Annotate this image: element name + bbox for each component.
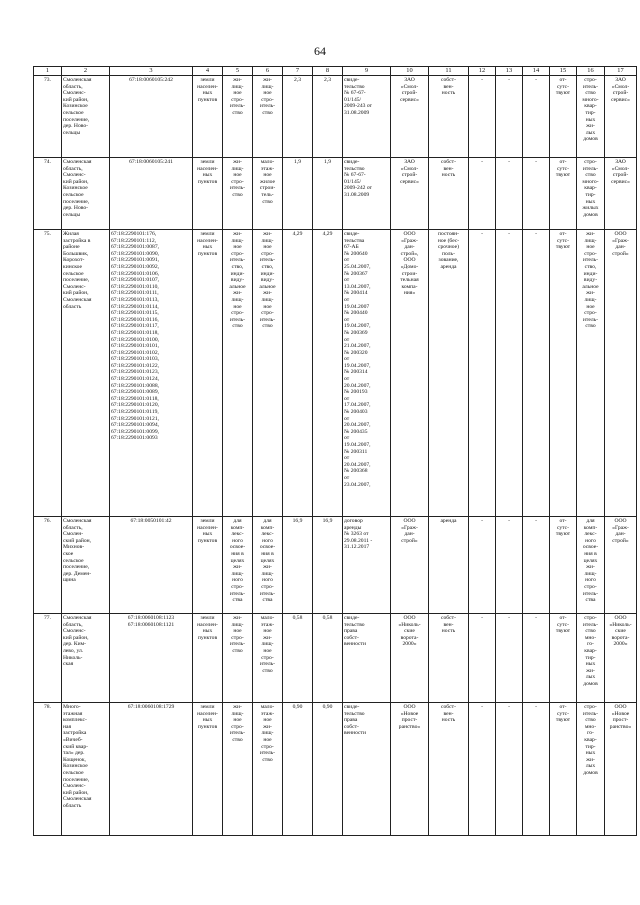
title-document-cell: договор аренды № 3263 от 29.08.2011 - 31.12.2017 xyxy=(343,517,391,614)
column-header: 6 xyxy=(253,67,283,76)
column-13-cell: - xyxy=(496,230,523,517)
right-holder-cell: ООО «Граж- дан- строй» xyxy=(391,517,429,614)
column-header: 10 xyxy=(391,67,429,76)
encumbrances-cell: от- сутс- твуют xyxy=(550,158,577,230)
area-cell-2: 0,58 xyxy=(313,614,343,703)
developer-cell: ЗАО «Смол- строй- сервис» xyxy=(605,158,637,230)
column-12-cell: - xyxy=(469,703,496,836)
right-holder-cell: ООО «Николь- ские ворота- 2000» xyxy=(391,614,429,703)
column-header: 4 xyxy=(193,67,223,76)
column-header: 7 xyxy=(283,67,313,76)
title-document-cell: свиде- тельство № 67-67- 01/145/ 2009-243 от 31.08.2009 xyxy=(343,76,391,158)
column-header: 9 xyxy=(343,67,391,76)
location-cell: Много- этажная комплекс- ная застройка «Вичеб- ский квар- тал» дер. Кощенок, Козинское сельское поселение, Смоленс- кий район, Смоленская область xyxy=(62,703,110,836)
land-category-cell: земли населен- ных пунктов xyxy=(193,703,223,836)
column-12-cell: - xyxy=(469,158,496,230)
column-13-cell: - xyxy=(496,158,523,230)
actual-use-cell: мало- этаж- ное жи- лищ- ное стро- итель- ство xyxy=(253,614,283,703)
title-document-cell: свиде- тельство № 67-67- 01/145/ 2009-242 от 31.08.2009 xyxy=(343,158,391,230)
developer-cell: ООО «Новое прост- ранство» xyxy=(605,703,637,836)
table-row xyxy=(34,517,637,614)
page-number: 64 xyxy=(314,44,326,58)
column-header: 8 xyxy=(313,67,343,76)
planned-use-cell: стро- итель- ство много- квар- тир- ных жи- лых домов xyxy=(577,76,605,158)
actual-use-cell: для комп- лекс- ного освое- ния в целях жи- лищ- ного стро- итель- ства xyxy=(253,517,283,614)
area-cell: 2,3 xyxy=(283,76,313,158)
planned-use-cell: стро- итель- ство много- квар- тир- ных жилых домов xyxy=(577,158,605,230)
column-12-cell: - xyxy=(469,517,496,614)
actual-use-cell: жи- лищ- ное стро- итель- ство xyxy=(253,76,283,158)
land-category-cell: земли населен- ных пунктов xyxy=(193,230,223,517)
column-13-cell: - xyxy=(496,517,523,614)
row-number: 77. xyxy=(34,614,62,703)
column-13-cell: - xyxy=(496,614,523,703)
title-document-cell: свиде- тельство права собст- венности xyxy=(343,703,391,836)
area-cell-2: 2,3 xyxy=(313,76,343,158)
developer-cell: ООО «Граж- дан- строй» xyxy=(605,517,637,614)
row-number: 78. xyxy=(34,703,62,836)
table-row xyxy=(34,703,637,836)
column-header: 2 xyxy=(62,67,110,76)
area-cell-2: 16,9 xyxy=(313,517,343,614)
table-row xyxy=(34,76,637,158)
column-14-cell: - xyxy=(523,158,550,230)
encumbrances-cell: от- сутс- твуют xyxy=(550,76,577,158)
table-row xyxy=(34,614,637,703)
permitted-use-cell: жи- лищ- ное стро- итель- ство xyxy=(223,158,253,230)
encumbrances-cell: от- сутс- твуют xyxy=(550,614,577,703)
land-plot-registry-table xyxy=(33,66,637,836)
permitted-use-cell: жи- лищ- ное стро- итель- ство, инди- виду- альное жи- лищ- ное стро- итель- ство xyxy=(223,230,253,517)
cadastral-number-cell: 67:18:0050101:42 xyxy=(110,517,193,614)
encumbrances-cell: от- сутс- твуют xyxy=(550,517,577,614)
column-13-cell: - xyxy=(496,703,523,836)
column-header: 13 xyxy=(496,67,523,76)
area-cell: 0,90 xyxy=(283,703,313,836)
area-cell-2: 1,9 xyxy=(313,158,343,230)
planned-use-cell: жи- лищ- ное стро- итель- ство, инди- виду- альное жи- лищ- ное стро- итель- ство xyxy=(577,230,605,517)
right-type-cell: аренда xyxy=(429,517,469,614)
developer-cell: ООО «Граж- дан- строй» xyxy=(605,230,637,517)
land-category-cell: земли населен- ных пунктов xyxy=(193,517,223,614)
land-category-cell: земли населен- ных пунктов xyxy=(193,158,223,230)
location-cell: Смоленская область, Смоленс- кий район, Козинское сельское поселение, дер. Ново- сельцы xyxy=(62,76,110,158)
title-document-cell: свиде- тельство права собст- венности xyxy=(343,614,391,703)
permitted-use-cell: жи- лищ- ное стро- итель- ство xyxy=(223,703,253,836)
title-document-cell: свиде- тельства 67-АБ № 200640 от 25.04.2007, № 200367 от 13.04.2007, № 200414 от 19.04.2007 № 200440 от 19.04.2007, № 200369 от 21.04.2007, № 200320 от 19.04.2007, № 200314 от 20.04.2007, № 200193 от 17.04.2007, № 200403 от 20.04.2007, № 200435 от 19.04.2007, № 200311 от 20.04.2007, № 200368 от 23.04.2007, xyxy=(343,230,391,517)
permitted-use-cell: жи- лищ- ное стро- итель- ство xyxy=(223,76,253,158)
row-number: 74. xyxy=(34,158,62,230)
cadastral-number-cell: 67:18:0060108:1123 67:18:0060108:1121 xyxy=(110,614,193,703)
column-12-cell: - xyxy=(469,614,496,703)
column-header: 17 xyxy=(605,67,637,76)
developer-cell: ЗАО «Смол- строй- сервис» xyxy=(605,76,637,158)
table-row xyxy=(34,230,637,517)
right-holder-cell: ООО «Новое прост- ранство» xyxy=(391,703,429,836)
column-14-cell: - xyxy=(523,703,550,836)
area-cell-2: 4,29 xyxy=(313,230,343,517)
column-header: 12 xyxy=(469,67,496,76)
column-14-cell: - xyxy=(523,76,550,158)
cadastral-number-cell: 67:18:0060105:241 xyxy=(110,158,193,230)
column-header: 11 xyxy=(429,67,469,76)
column-12-cell: - xyxy=(469,76,496,158)
column-header: 15 xyxy=(550,67,577,76)
area-cell: 1,9 xyxy=(283,158,313,230)
row-number: 75. xyxy=(34,230,62,517)
column-header: 5 xyxy=(223,67,253,76)
column-12-cell: - xyxy=(469,230,496,517)
actual-use-cell: жи- лищ- ное стро- итель- ство, инди- виду- альное жи- лищ- ное стро- итель- ство xyxy=(253,230,283,517)
column-14-cell: - xyxy=(523,614,550,703)
location-cell: Жилая застройка в районе Большвик, Корохот- кинское сельское поселение, Смоленс- кий район, Смоленская область xyxy=(62,230,110,517)
area-cell: 4,29 xyxy=(283,230,313,517)
planned-use-cell: стро- итель- ство мно- го- квар- тир- ных жи- лых домов xyxy=(577,703,605,836)
area-cell: 0,58 xyxy=(283,614,313,703)
row-number: 73. xyxy=(34,76,62,158)
right-type-cell: собст- вен- ность xyxy=(429,158,469,230)
column-header: 14 xyxy=(523,67,550,76)
area-cell-2: 0,90 xyxy=(313,703,343,836)
right-type-cell: постоян- ное (бес- срочное) поль- зование, аренда xyxy=(429,230,469,517)
land-category-cell: земли населен- ных пунктов xyxy=(193,614,223,703)
cadastral-number-cell: 67:18:0060108:1729 xyxy=(110,703,193,836)
encumbrances-cell: от- сутс- твуют xyxy=(550,230,577,517)
right-type-cell: собст- вен- ность xyxy=(429,76,469,158)
developer-cell: ООО «Николь- ские ворота- 2000» xyxy=(605,614,637,703)
column-header: 1 xyxy=(34,67,62,76)
column-14-cell: - xyxy=(523,517,550,614)
right-holder-cell: ЗАО «Смол- строй- сервис» xyxy=(391,76,429,158)
permitted-use-cell: для комп- лекс- ного освое- ния в целях жи- лищ- ного стро- итель- ства xyxy=(223,517,253,614)
cadastral-number-cell: 67:18:0060105:242 xyxy=(110,76,193,158)
column-14-cell: - xyxy=(523,230,550,517)
right-holder-cell: ООО «Граж- дан- строй», ООО «Домо- строи- тельная компа- ния» xyxy=(391,230,429,517)
column-header: 3 xyxy=(110,67,193,76)
actual-use-cell: мало- этаж- ное жилое строи- тель- ство xyxy=(253,158,283,230)
column-number-row xyxy=(34,67,637,76)
planned-use-cell: для комп- лекс- ного освое- ния в целях жи- лищ- ного стро- итель- ства xyxy=(577,517,605,614)
right-type-cell: собст- вен- ность xyxy=(429,614,469,703)
area-cell: 16,9 xyxy=(283,517,313,614)
row-number: 76. xyxy=(34,517,62,614)
permitted-use-cell: жи- лищ- ное стро- итель- ство xyxy=(223,614,253,703)
location-cell: Смоленская область, Смоленс- кий район, Козинское сельское поселение, дер. Ново- сельцы xyxy=(62,158,110,230)
right-type-cell: собст- вен- ность xyxy=(429,703,469,836)
land-category-cell: земли населен- ных пунктов xyxy=(193,76,223,158)
cadastral-number-cell: 67:18:2290101:176, 67:18:2290101:112, 67:18:2290101:0087, 67:18:2290101:0090, 67:18:2290101:0091, 67:18:2290101:0092, 67:18:2290101:0106, 67:18:2290101:0107, 67:18:2290101:0110, 67:18:2290101:0111, 67:18:2290101:0113, 67:18:2290101:0114, 67:18:2290101:0115, 67:18:2290101:0116, 67:18:2290101:0117, 67:18:2290101:0118, 67:18:2290101:0100, 67:18:2290101:0101, 67:18:2290101:0102, 67:18:2290101:0103, 67:18:2290101:0122, 67:18:2290101:0123, 67:18:2290101:0124, 67:18:2290101:0088, 67:18:2290101:0089, 67:18:2290101:0118, 67:18:2290101:0120, 67:18:2290101:0119, 67:18:2290101:0121, 67:18:2290101:0094, 67:18:2290101:0099, 67:18:2290101:0093 xyxy=(110,230,193,517)
planned-use-cell: стро- итель- ство мно- го- квар- тир- ных жи- лых домов xyxy=(577,614,605,703)
actual-use-cell: мало- этаж- ное жи- лищ- ное стро- итель- ство xyxy=(253,703,283,836)
table-row xyxy=(34,158,637,230)
encumbrances-cell: от- сутс- твуют xyxy=(550,703,577,836)
location-cell: Смоленская область, Смолен- ский район, Михнов- ское сельское поселение, дер. Демен- щина xyxy=(62,517,110,614)
right-holder-cell: ЗАО «Смол- строй- сервис» xyxy=(391,158,429,230)
column-13-cell: - xyxy=(496,76,523,158)
column-header: 16 xyxy=(577,67,605,76)
location-cell: Смоленская область, Смоленс- кий район, дер. Ким- лево, ул. Николь- ская xyxy=(62,614,110,703)
